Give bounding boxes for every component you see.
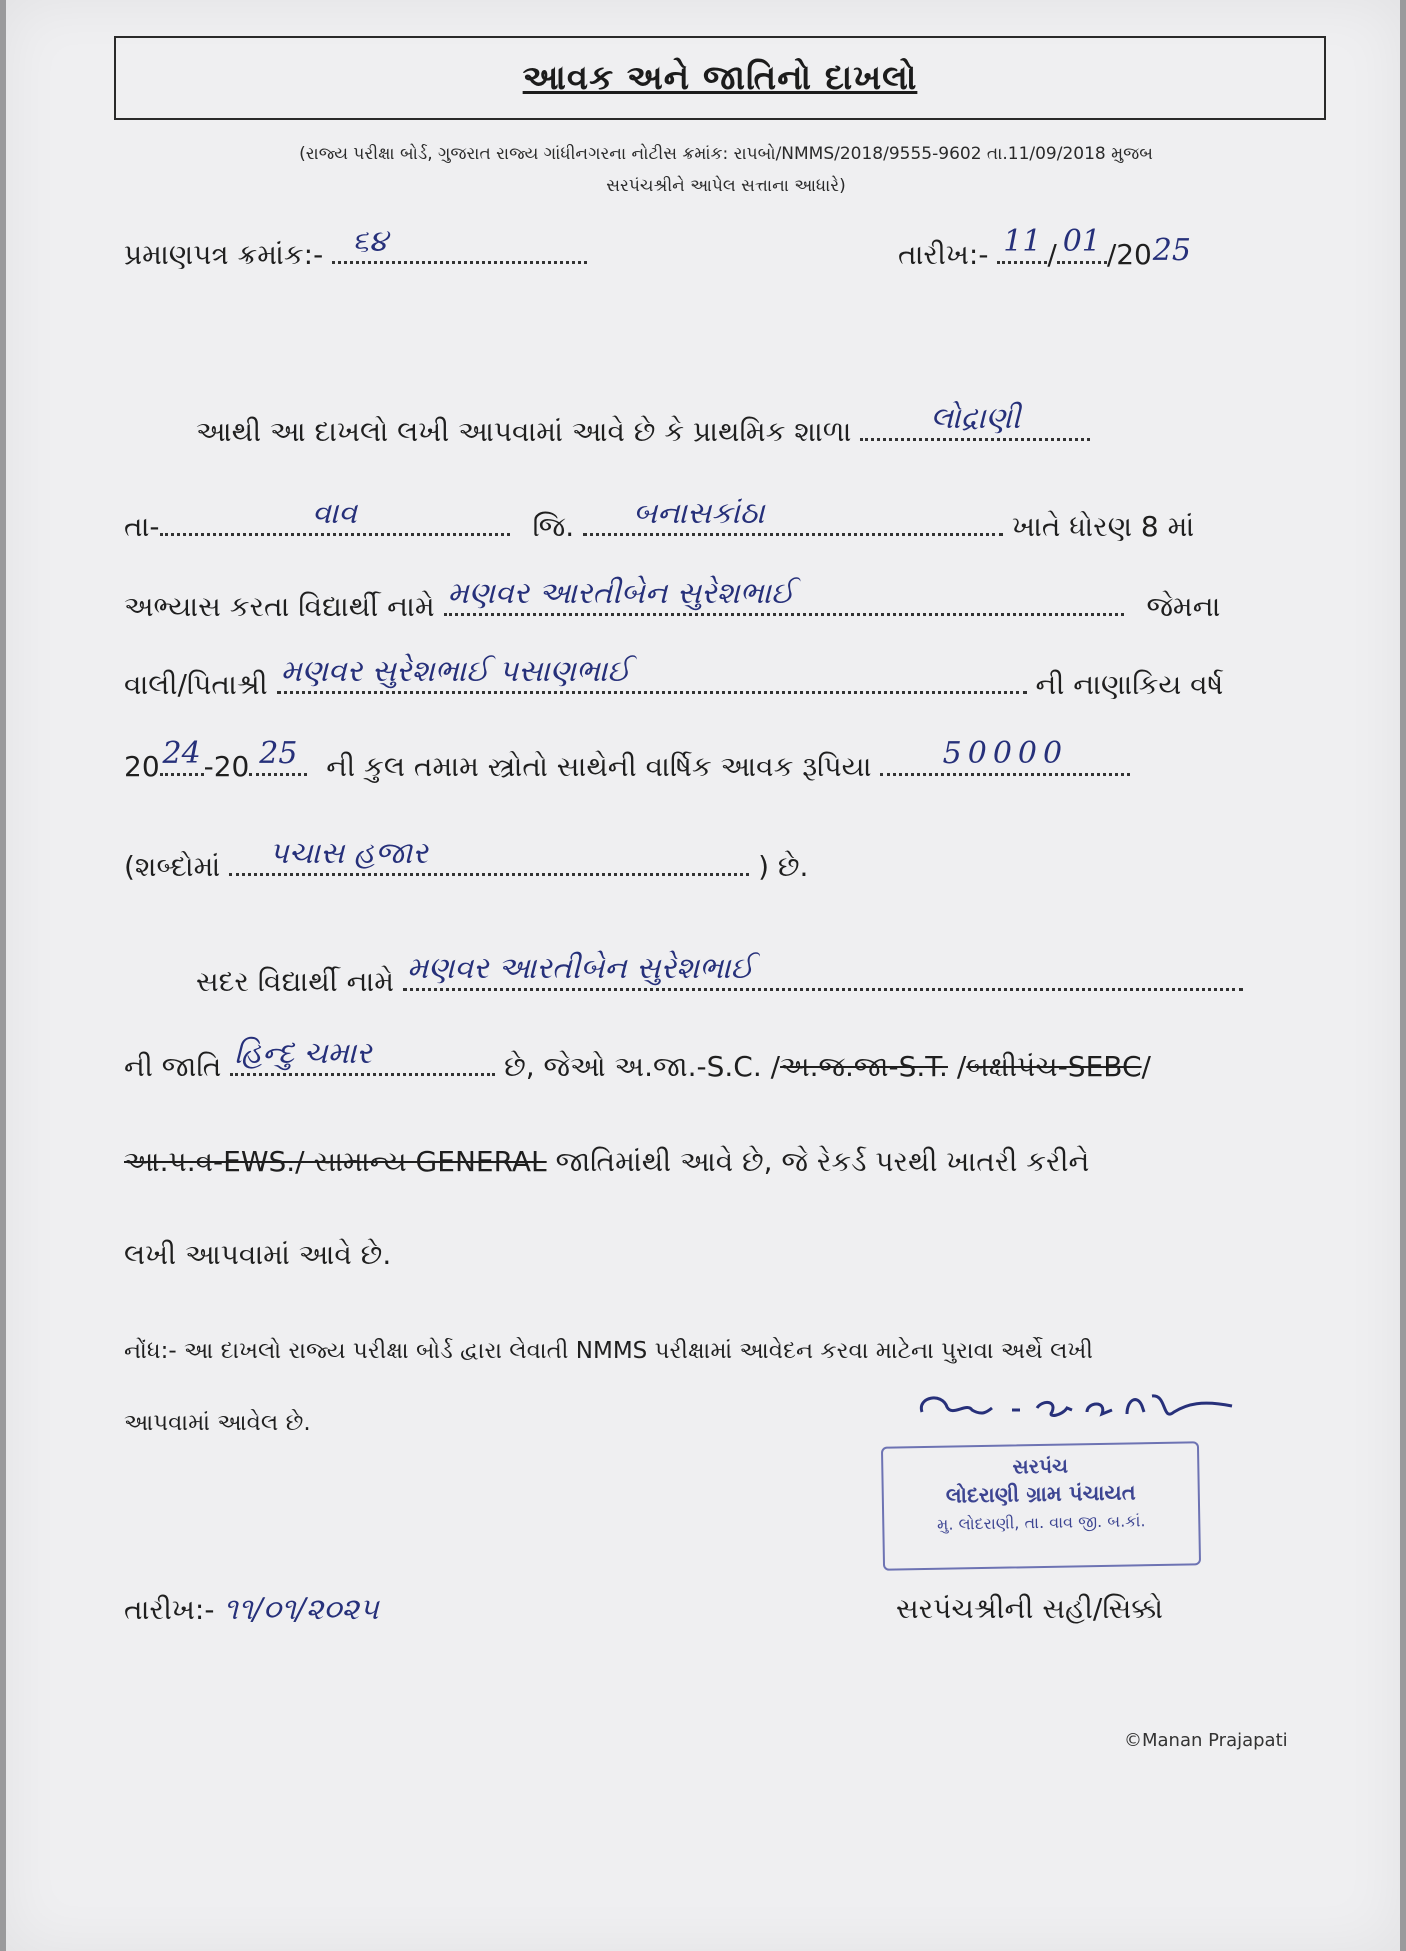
para2-name: મણવર આરતીબેન સુરેશભાઈ	[406, 951, 754, 986]
para2-name-field	[403, 951, 1243, 991]
para2-prefix: સદર વિદ્યાર્થી નામે	[196, 965, 395, 998]
stamp-line-1: સરપંચ	[1012, 1453, 1069, 1479]
para1-line3	[124, 576, 1221, 624]
district-field	[583, 496, 1003, 536]
para1-line6	[124, 836, 809, 884]
caste-st-struck: અ.જ.જા-S.T.	[780, 1050, 948, 1083]
para1-line2	[124, 496, 1195, 544]
school-name: લોદ્રાણી	[930, 401, 1021, 436]
date-year-prefix: /20	[1106, 238, 1152, 271]
caste-separator: /	[956, 1050, 967, 1083]
signature-label: સરપંચશ્રીની સહી/સિક્કો	[896, 1592, 1164, 1625]
date-day-field	[997, 224, 1047, 264]
guardian-label: વાલી/પિતાશ્રી	[124, 668, 268, 701]
caste-label: ની જાતિ	[124, 1050, 222, 1083]
taluka-field	[160, 496, 510, 536]
certificate-number-value: ૬૪	[352, 224, 388, 259]
taluka-value: વાવ	[312, 496, 357, 531]
caste-field	[230, 1036, 495, 1076]
guardian-name-field	[277, 654, 1027, 694]
certificate-date-row: તારીખ:- 11 / 01 /20 25	[898, 224, 1191, 271]
footer-date-row	[124, 1592, 379, 1627]
para2-line4	[124, 1238, 391, 1272]
para2-line3	[124, 1145, 1089, 1179]
notice-line-2: સરપંચશ્રીને આપેલ સત્તાના આધારે)	[606, 176, 846, 196]
note-line-1: નોંધ:- આ દાખલો રાજ્ય પરીક્ષા બોર્ડ દ્વારા લેવાતી NMMS પરીક્ષામાં આવેદન કરવા માટેના પુરાવા અર્થે લખી	[124, 1338, 1093, 1364]
taluka-label: તા-	[124, 510, 160, 543]
student-name-field	[444, 576, 1124, 616]
document-paper	[6, 0, 1400, 1951]
signature	[912, 1372, 1242, 1436]
date-day-value: 11	[1003, 224, 1042, 259]
stamp-line-2: લોદરાણી ગ્રામ પંચાયત	[945, 1480, 1136, 1508]
footer-date-value: ૧૧/૦૧/૨૦૨૫	[223, 1592, 379, 1627]
year-end-prefix: -20	[203, 750, 250, 783]
certificate-number-row	[124, 224, 587, 272]
student-suffix: જેમના	[1146, 590, 1221, 623]
caste-suffix: જાતિમાંથી આવે છે, જે રેકર્ડ પરથી ખાતરી કરીને	[555, 1145, 1090, 1178]
guardian-name: મણવર સુરેશભાઈ પસાણભાઈ	[280, 654, 631, 689]
copyright-text: ©Manan Prajapati	[1124, 1730, 1288, 1751]
income-value: 50000	[942, 736, 1069, 771]
income-text: ની કુલ તમામ સ્ત્રોતો સાથેની વાર્ષિક આવક રૂપિયા	[326, 750, 872, 783]
income-words-field	[229, 836, 749, 876]
fy-text: ની નાણાકિય વર્ષ	[1035, 668, 1224, 701]
certificate-number-field	[332, 224, 587, 264]
date-year-value: 25	[1152, 233, 1191, 268]
year-start-prefix: 20	[124, 750, 160, 783]
para2-line2	[124, 1036, 1151, 1084]
certificate-number-label: પ્રમાણપત્ર ક્રમાંક:-	[124, 238, 324, 271]
notice-reference	[136, 138, 1316, 202]
title-box	[114, 36, 1326, 120]
income-field	[880, 736, 1130, 776]
income-words: પચાસ હજાર	[269, 836, 428, 871]
std-text: ખાતે ધોરણ 8 માં	[1011, 510, 1195, 543]
district-label: જિ.	[532, 510, 575, 543]
notice-line-1: (રાજ્ય પરીક્ષા બોર્ડ, ગુજરાત રાજ્ય ગાંધીનગરના નોટીસ ક્રમાંક: રાપબો/NMMS/2018/9555-9602 તા.11/09/2018 મુજબ	[299, 144, 1153, 164]
signature-scribble	[912, 1372, 1242, 1432]
signature-text: ના.જે.પટેલ	[912, 1430, 917, 1431]
caste-sebc-struck: બક્ષીપંચ-SEBC	[966, 1050, 1142, 1083]
words-label: (શબ્દોમાં	[124, 850, 221, 883]
year-start-field	[160, 736, 204, 776]
para1-line1	[196, 401, 1090, 449]
stamp-line-3: મુ. લોદરાણી, તા. વાવ જી. બ.કાં.	[936, 1511, 1146, 1534]
para1-text: આથી આ દાખલો લખી આપવામાં આવે છે કે પ્રાથમિક શાળા	[196, 415, 852, 448]
year-end-value: 25	[259, 736, 298, 771]
words-suffix: ) છે.	[758, 850, 809, 883]
year-start-value: 24	[162, 736, 201, 771]
certificate-date-label: તારીખ:-	[898, 238, 989, 271]
panchayat-stamp	[881, 1441, 1201, 1571]
note-line-2: આપવામાં આવેલ છે.	[124, 1410, 311, 1436]
caste-value: હિન્દુ ચમાર	[234, 1036, 372, 1071]
date-month-field	[1057, 224, 1107, 264]
student-name: મણવર આરતીબેન સુરેશભાઈ	[447, 576, 795, 611]
caste-ews-general-struck: આ.પ.વ-EWS./ સામાન્ય GENERAL	[124, 1145, 547, 1178]
date-year-field	[1152, 233, 1192, 268]
caste-slash: /	[1141, 1050, 1151, 1083]
para1-line4	[124, 654, 1224, 702]
date-month-value: 01	[1062, 224, 1101, 259]
para2-line1	[196, 951, 1243, 999]
year-end-field	[249, 736, 307, 776]
footer-date-label: તારીખ:-	[124, 1593, 215, 1626]
document-title: આવક અને જાતિનો દાખલો	[522, 58, 918, 98]
student-prefix: અભ્યાસ કરતા વિદ્યાર્થી નામે	[124, 590, 435, 623]
district-value: બનાસકાંઠા	[633, 496, 765, 531]
caste-mid: છે, જેઓ અ.જા.-S.C. /	[504, 1050, 781, 1083]
closing-text: લખી આપવામાં આવે છે.	[124, 1238, 392, 1271]
school-field	[860, 401, 1090, 441]
para1-line5	[124, 736, 1130, 784]
